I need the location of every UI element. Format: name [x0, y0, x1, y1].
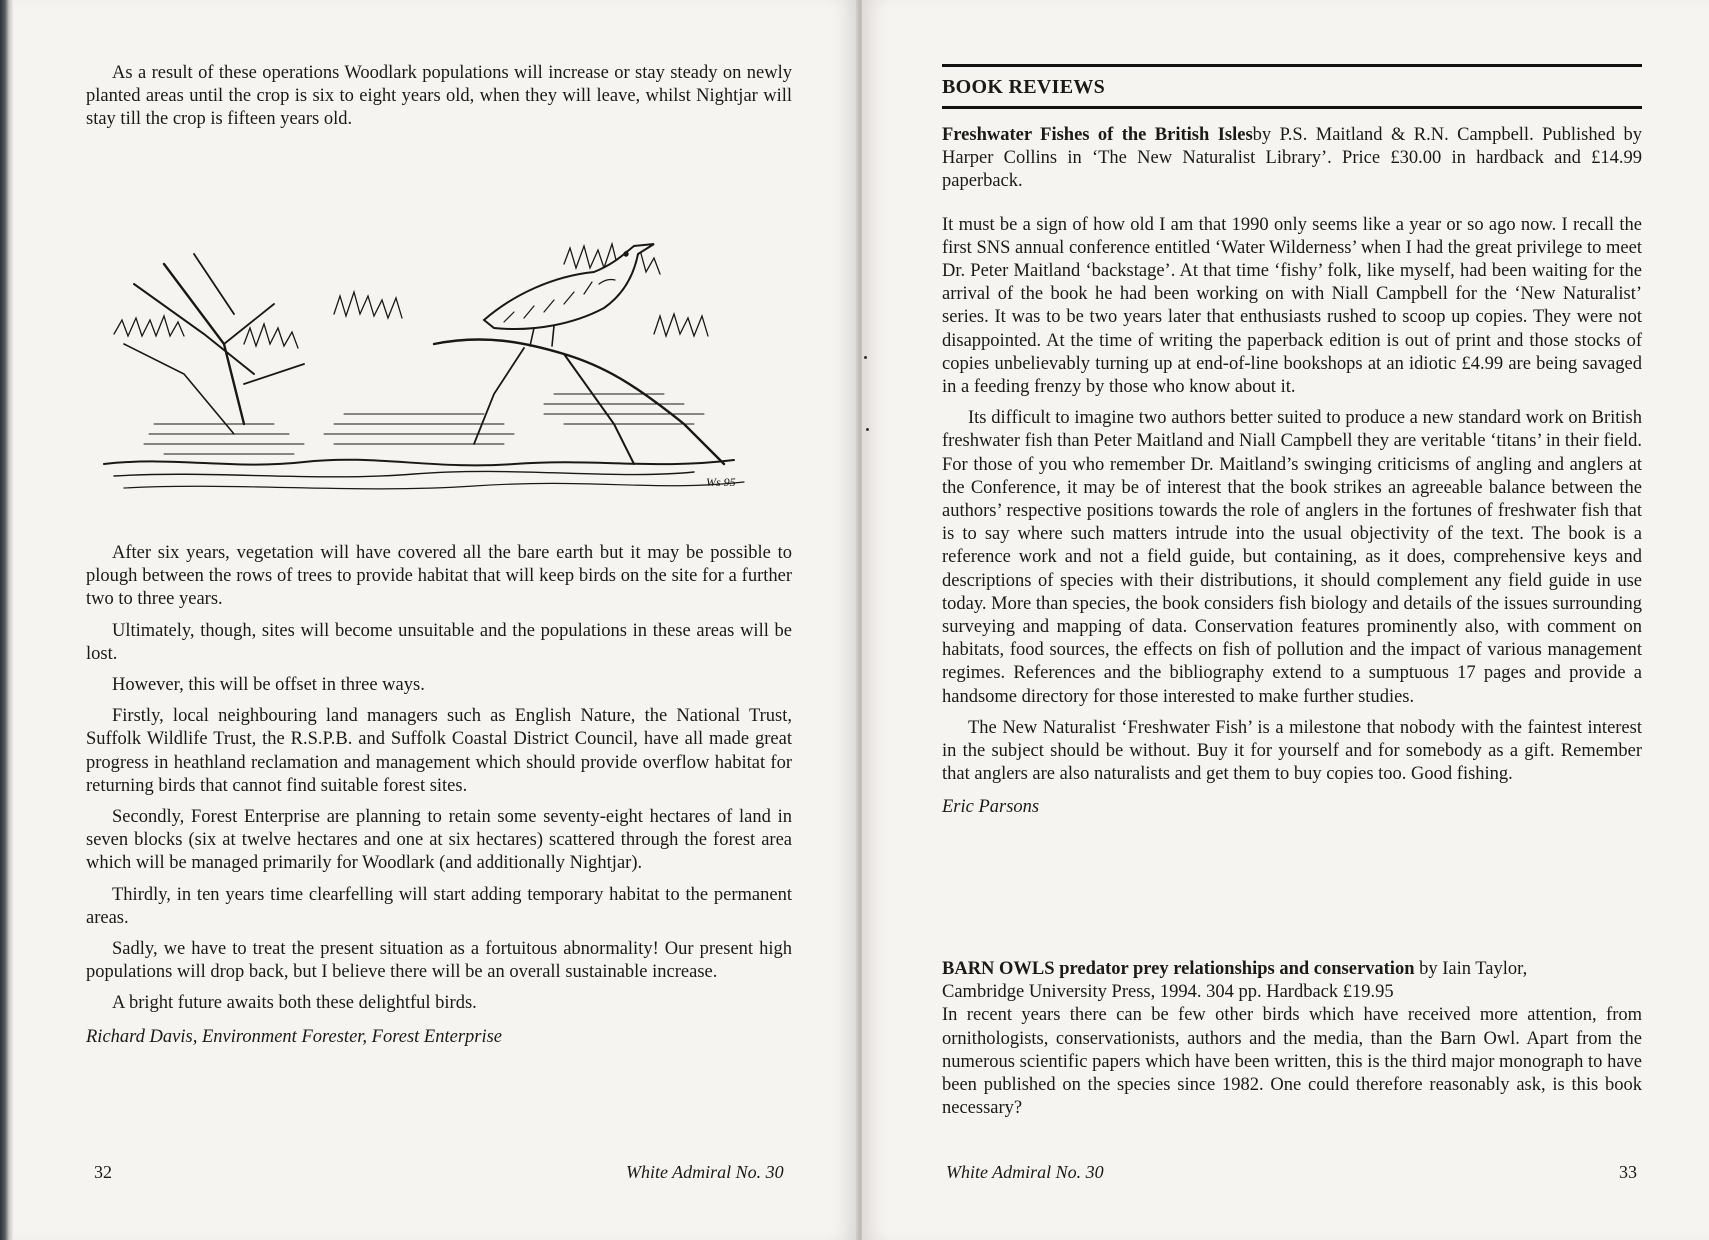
left-paragraph-8: A bright future awaits both these delightful birds.: [112, 993, 477, 1014]
heading-rule-top: [942, 64, 1642, 67]
intro-paragraph: As a result of these operations Woodlark populations will increase or stay steady on newly planted areas until the crop is six to eight years old, when they will leave, whilst Nightjar will stay till the crop is fifteen years old.: [86, 63, 792, 130]
heading-rule-bottom: [942, 106, 1642, 109]
right-running-footer: White Admiral No. 30: [946, 1162, 1104, 1182]
left-paragraph-5: Secondly, Forest Enterprise are planning to retain some seventy-eight hectares of land in seven blocks (six at twelve hectares and one at six hectares) scattered through the forest area which will be managed primarily for Woodlark (and additionally Nightjar).: [86, 807, 792, 874]
right-page: [862, 0, 1709, 1240]
left-signature: Richard Davis, Environment Forester, Forest Enterprise: [86, 1026, 503, 1047]
left-paragraph-6: Thirdly, in ten years time clearfelling will start adding temporary habitat to the permanent areas.: [86, 884, 792, 928]
margin-mark: [866, 428, 869, 431]
right-page-number: 33: [1619, 1162, 1637, 1182]
illustration-signature: Ws 95: [706, 475, 736, 489]
review-1-citation: [942, 124, 1642, 194]
review-1-title: Freshwater Fishes of the British Isles: [942, 125, 1253, 145]
left-paragraph-1: After six years, vegetation will have covered all the bare earth but it may be possible to plough between the rows of trees to provide habitat that will keep birds on the site for a further two to three years.: [86, 543, 792, 610]
review-2-title: BARN OWLS predator prey relationships and conservation: [942, 959, 1415, 979]
left-paragraph-3: However, this will be offset in three ways.: [112, 675, 425, 696]
review-1-paragraph-1: It must be a sign of how old I am that 1990 only seems like a year or so ago now. I recall the first SNS annual conference entitled ‘Water Wilderness’ when I had the great privilege to meet Dr. Peter Maitland ‘backstage’. At that time ‘fishy’ folk, like myself, had been waiting for the arrival of the book he had been working on with Niall Campbell for the ‘New Naturalist’ series. It was to be two years later that enthusiasts rushed to scoop up copies. They were not disappointed. At the time of writing the paperback edition is out of print and those stocks of copies unbelievably turning up at end-of-line bookshops at an idiotic £4.99 are being savaged in a feeding frenzy by those who know about it.: [942, 214, 1642, 398]
review-2-paragraph: In recent years there can be few other birds which have received more attention, from ornithologists, conservationists, authors and the media, than the Barn Owl. Apart from the numerous scientific papers which have been written, this is the third major monograph to have been published on the species since 1982. One could therefore reasonably ask, is this book necessary?: [942, 1005, 1642, 1119]
review-2: [942, 958, 1642, 1120]
review-2-citation: Cambridge University Press, 1994. 304 pp. Hardback £19.95: [942, 982, 1394, 1003]
left-running-footer: White Admiral No. 30: [626, 1162, 784, 1182]
left-intro-block: [86, 62, 792, 132]
left-paragraph-2: Ultimately, though, sites will become unsuitable and the populations in these areas will be lost.: [86, 620, 792, 664]
review-2-heading: [942, 958, 1642, 981]
review-1-paragraph-2: Its difficult to imagine two authors better suited to produce a new standard work on British freshwater fish than Peter Maitland and Niall Campbell they are veritable ‘titans’ in their field. For those of you who remember Dr. Maitland’s swinging criticisms of angling and anglers at the Conference, it may be of interest that the book strikes an agreeable balance between the authors’ respective positions towards the role of anglers in the fortunes of freshwater fish that is to say where such matters intrude into the usual objectivity of the text. The book is a reference work and not a field guide, but containing, as it does, comprehensive keys and descriptions of species with their distributions, it should complement any field guide in use today. More than species, the book considers fish biology and details of the issues surrounding surveying and mapping of data. Conservation features prominently also, with comment on habitats, food sources, the effects on fish of pollution and the impact of various management regimes. References and the bibliography extend to a sumptuous 17 pages and provide a handsome directory for those interested to make further studies.: [942, 408, 1642, 707]
review-1-paragraph-3: The New Naturalist ‘Freshwater Fish’ is a milestone that nobody with the faintest interest in the subject should be without. Buy it for yourself and for somebody as a gift. Remember that anglers are also naturalists and get them to buy copies too. Good fishing.: [942, 717, 1642, 785]
review-1-publication: by P.S. Maitland & R.N. Campbell. Published by Harper Collins in ‘The New Naturalist Library’. Price £30.00 in hardback and £14.99 paperback.: [942, 125, 1642, 192]
left-paragraph-7: Sadly, we have to treat the present situation as a fortuitous abnormality! Our present high populations will drop back, but I believe there will be an overall sustainable increase.: [86, 939, 792, 983]
margin-mark: [864, 356, 867, 359]
review-1-reviewer: Eric Parsons: [942, 797, 1040, 818]
section-heading: BOOK REVIEWS: [942, 76, 1106, 98]
woodlark-bird-illustration: [94, 224, 784, 514]
review-2-author: by Iain Taylor,: [1419, 959, 1528, 979]
left-page-number: 32: [94, 1162, 112, 1182]
left-paragraph-4: Firstly, local neighbouring land managers such as English Nature, the National Trust, Suffolk Wildlife Trust, the R.S.P.B. and Suffolk Coastal District Council, have all made great progress in heathland reclamation and management which should provide overflow habitat for returning birds that cannot find suitable forest sites.: [86, 706, 792, 796]
review-1: [942, 124, 1642, 820]
left-body: [86, 542, 792, 1049]
